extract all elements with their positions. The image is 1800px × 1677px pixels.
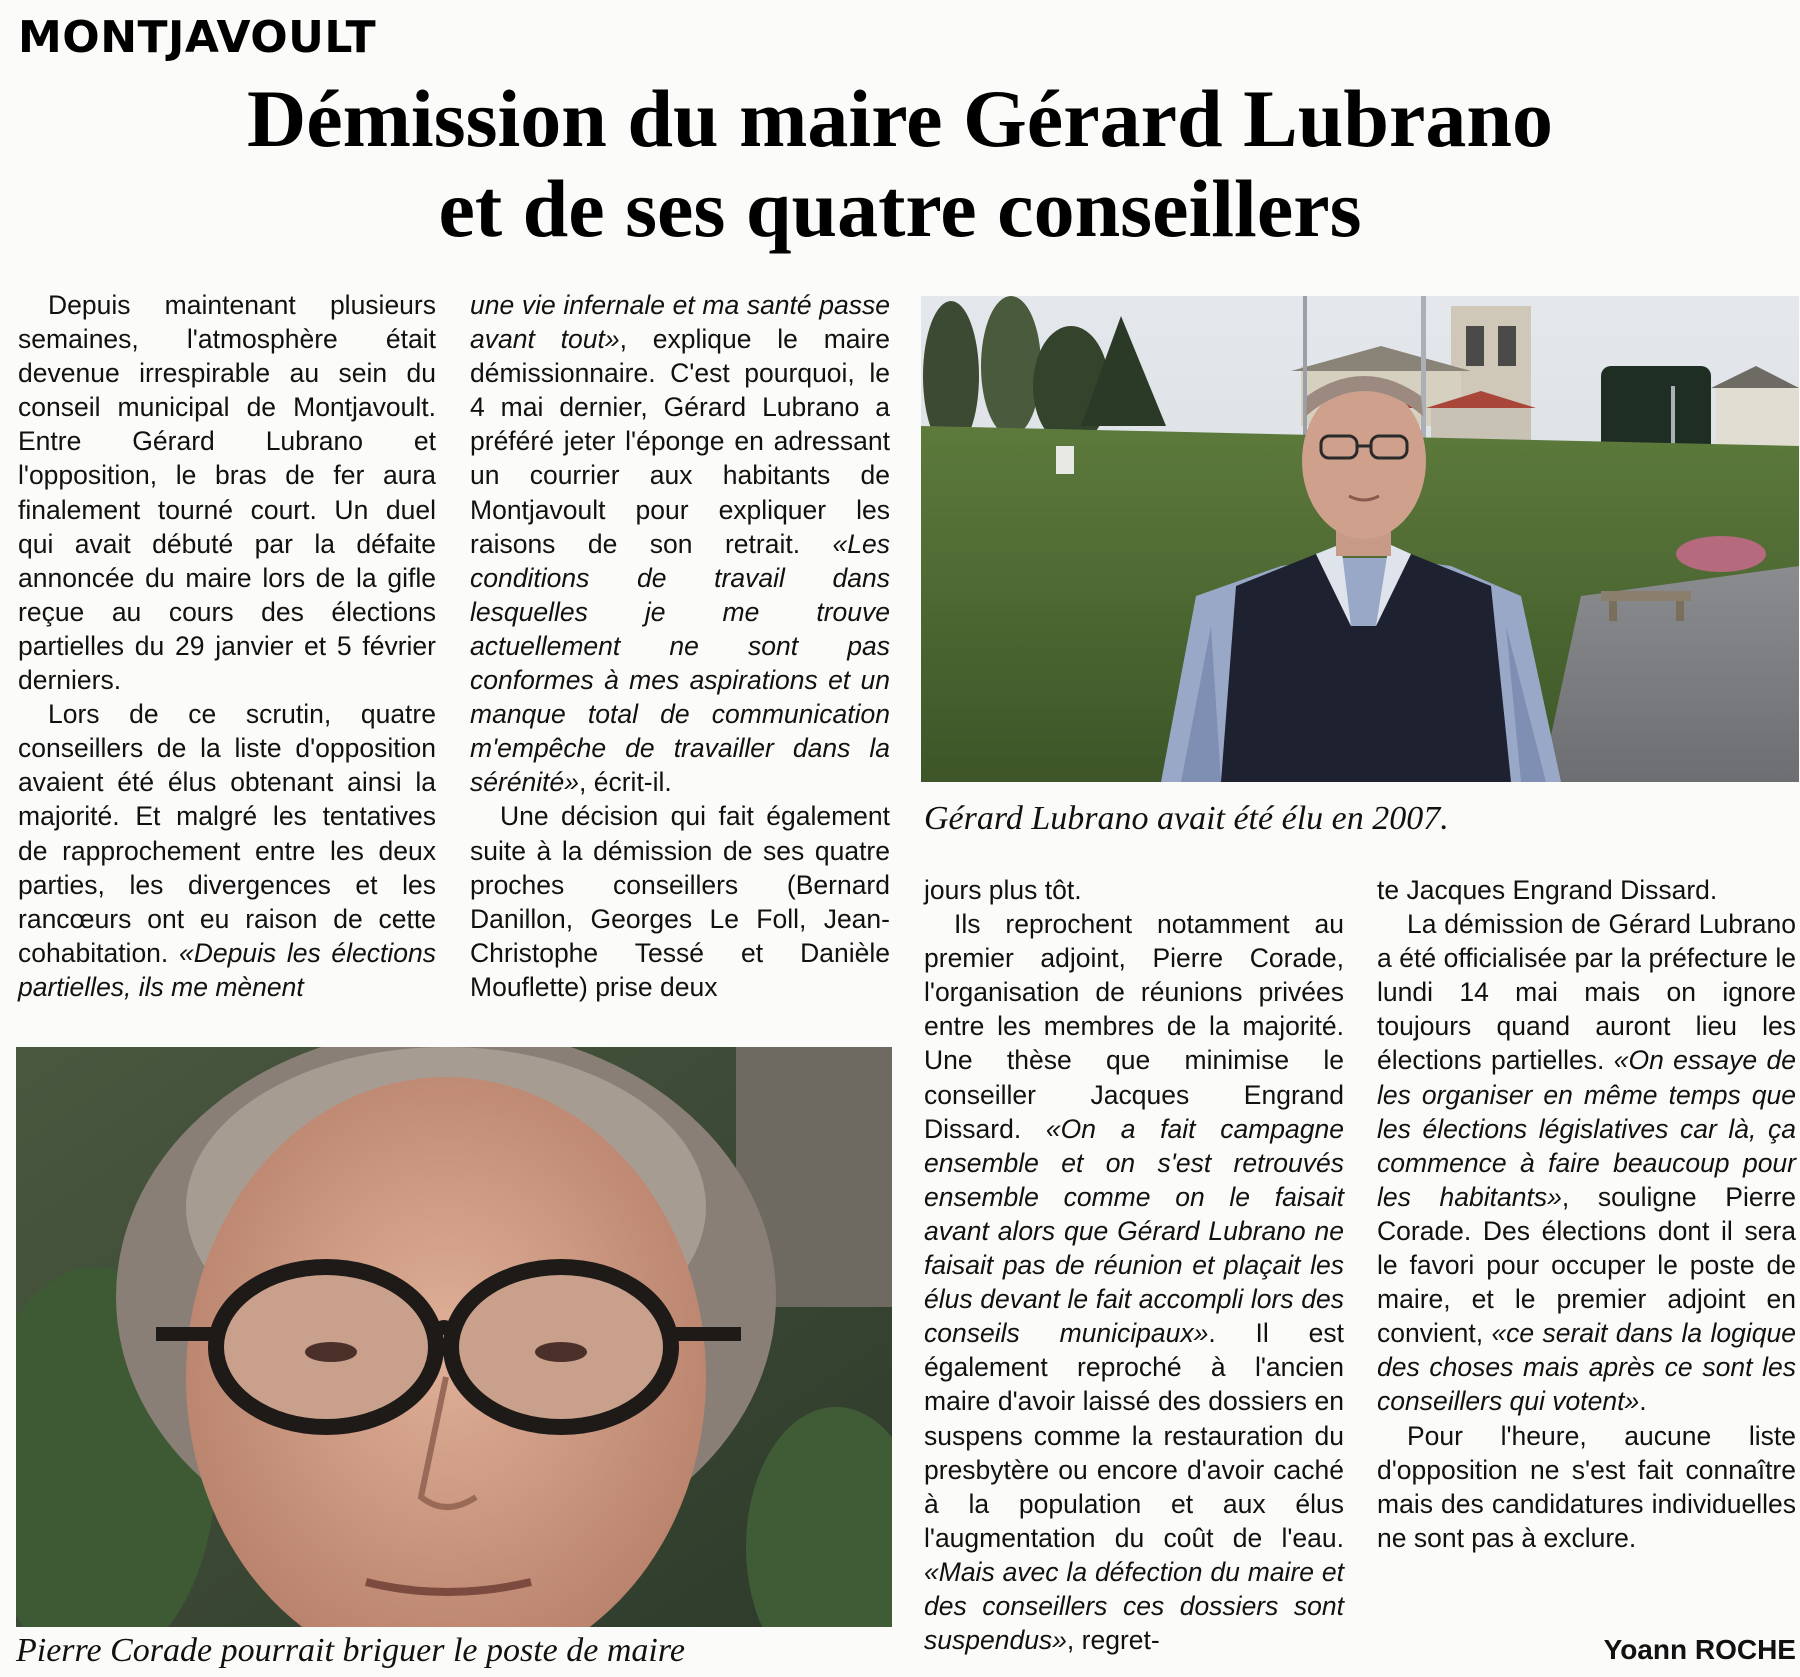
paragraph: Pour l'heure, aucune liste d'opposition ne s'est fait connaître mais des candidatures individuelles ne sont pas à exclure. — [1377, 1420, 1796, 1553]
paragraph: te Jacques Engrand Dissard. — [1377, 875, 1718, 905]
corade-photo — [16, 1047, 892, 1627]
corade-photo-caption: Pierre Corade pourrait briguer le poste de maire — [16, 1632, 685, 1669]
mayor-photo-illustration — [921, 296, 1799, 782]
byline: Yoann ROCHE — [1603, 1634, 1796, 1665]
paragraph: La démission de Gérard Lubrano a été officialisée par la préfecture le lundi 14 mai mais on ignore toujours quand auront lieu les élections partielles. «On essaye de les organiser en même temps que les élections législatives car là, ça commence à faire beaucoup pour les habitants», souligne Pierre Corade. Des élections dont il sera le favori pour occuper le poste de maire, et le premier adjoint en convient, «ce serait dans la logique des choses mais après ce sont les conseillers qui votent». — [1377, 909, 1796, 1417]
paragraph: Une décision qui fait également suite à la démission de ses quatre proches conseillers (Bernard Danillon, Georges Le Foll, Jean-Christophe Tessé et Danièle Mouflette) prise deux — [470, 801, 890, 1002]
article-column-1 — [18, 288, 436, 1004]
corade-photo-illustration — [16, 1047, 892, 1627]
paragraph: Ils reprochent notamment au premier adjoint, Pierre Corade, l'organisation de réunions privées entre les membres de la majorité. Une thèse que minimise le conseiller Jacques Engrand Dissard. «On a fait campagne ensemble et on s'est retrouvés ensemble comme on le faisait avant alors que Gérard Lubrano ne faisait pas de réunion et plaçait les élus devant le fait accompli lors des conseils municipaux». Il est également reproché à l'ancien maire d'avoir laissé des dossiers en suspens comme la restauration du presbytère ou encore d'avoir caché à la population et aux élus l'augmentation du coût de l'eau. «Mais avec la défection du maire et des conseillers ces dossiers sont suspendus», regret- — [924, 909, 1344, 1656]
section-kicker: MONTJAVOULT — [18, 12, 377, 63]
headline-line-2: et de ses quatre conseillers — [438, 163, 1362, 254]
headline — [60, 74, 1740, 254]
headline-line-1: Démission du maire Gérard Lubrano — [247, 73, 1553, 164]
mayor-photo — [921, 296, 1799, 782]
paragraph: jours plus tôt. — [924, 875, 1082, 905]
paragraph: Lors de ce scrutin, quatre conseillers de la liste d'opposition avaient été élus obtenant ainsi la majorité. Et malgré les tentatives de rapprochement entre les deux parties, les divergences et les rancœurs ont eu raison de cette cohabitation. «Depuis les élections partielles, ils me mènent — [18, 699, 436, 1002]
article-column-2 — [470, 288, 890, 1004]
article-column-4 — [1377, 873, 1796, 1555]
paragraph: une vie infernale et ma santé passe avant tout», explique le maire démissionnaire. C'est pourquoi, le 4 mai dernier, Gérard Lubrano a préféré jeter l'éponge en adressant un courrier aux habitants de Montjavoult pour expliquer les raisons de son retrait. «Les conditions de travail dans lesquelles je me trouve actuellement ne sont pas conformes à mes aspirations et un manque total de communication m'empêche de travailler dans la sérénité», écrit-il. — [470, 290, 890, 798]
mayor-photo-caption: Gérard Lubrano avait été élu en 2007. — [924, 800, 1449, 837]
paragraph: Depuis maintenant plusieurs semaines, l'atmosphère était devenue irrespirable au sein du conseil municipal de Montjavoult. Entre Gérard Lubrano et l'opposition, le bras de fer aura finalement tourné court. Un duel qui avait débuté par la défaite annoncée du maire lors de la gifle reçue au cours des élections partielles du 29 janvier et 5 février derniers. — [18, 290, 436, 696]
article-column-3 — [924, 873, 1344, 1657]
